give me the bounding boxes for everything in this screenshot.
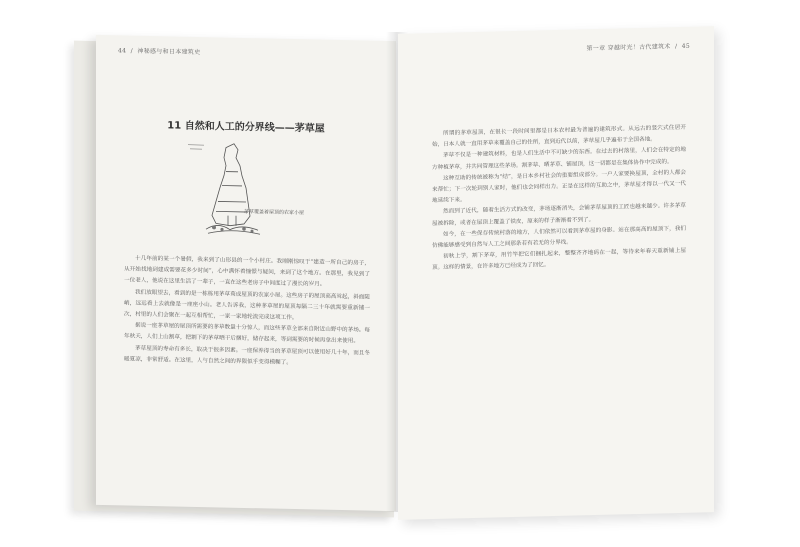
paragraph: 如今，在一些保存传统村落的地方，人们依然可以看到茅草屋的身影。站在那高高的屋顶下，我们仿佛能够感受到自然与人工之间那条若有若无的分界线。 [432, 225, 686, 250]
paragraph: 我们放眼望去，看到的是一栋栋用茅草葺成屋顶的农家小屋。这些房子的屋顶高高耸起，斜面陡峭，远远看上去就像是一座座小山。老人告诉我，这种茅草屋的屋顶每隔二三十年就需要重新铺一次，村里的人们会聚在一起互相帮忙，一家一家地轮流完成这项工作。 [124, 289, 370, 322]
right-page [398, 26, 714, 520]
right-page-number: 45 [681, 42, 690, 50]
right-running-head-text: 第一章 穿越时光！古代建筑术 [586, 43, 671, 53]
left-running-head-text: 神秘感与和日本建筑史 [137, 47, 201, 57]
left-page-number: 44 [118, 47, 127, 55]
right-body-text [432, 123, 686, 275]
left-body-text [124, 253, 370, 370]
paragraph: 所谓的茅草屋顶，在很长一段时间里都是日本农村最为普遍的建筑形式。从远古的竖穴式住居开始，日本人就一直用茅草来覆盖自己的住所，直到近代以前，茅草屋几乎遍布于全国各地。 [432, 124, 686, 149]
paragraph: 然而到了近代，随着生活方式的改变，茅场逐渐消失，会铺茅草屋顶的工匠也越来越少。许多茅草屋被拆除，或者在屋顶上覆盖了铁皮，原来的样子渐渐看不到了。 [432, 203, 686, 227]
left-page [96, 35, 396, 511]
paragraph: 这种互助的传统被称为“结”，是日本乡村社会的重要组成部分。一户人家要换屋顶，全村的人都会来帮忙；下一次轮到别人家时，他们也会同样出力。正是在这样的互助之中，茅草屋才得以一代又一代地延续下来。 [432, 169, 686, 205]
paragraph: 初秋上学，割下茅草，用竹竿把它们捆扎起来，整整齐齐地码在一起，等待来年春天重新铺上屋顶。这样的情景，在许多地方已经成为了回忆。 [432, 248, 686, 272]
paragraph: 茅草不仅是一种建筑材料，也是人们生活中不可缺少的东西。在过去的村落里，人们会在特定的地方种植茅草，并共同管理这些茅场。割茅草、晒茅草、铺屋顶，这一切都是在集体协作中完成的。 [432, 147, 686, 171]
paragraph: 十几年前的某一个暑假，我来到了山形县的一个小村庄。我刚刚惊叹于“建造一所自己的房子，从开始找地到建成需要花多少时间”，心中满怀着憧憬与疑问，来到了这个地方。在那里，我见到了一位老人，他说在这里生活了一辈子，一直在这些老房子中间度过了漫长的岁月。 [124, 255, 370, 289]
left-running-head: 44 / 神秘感与和日本建筑史 [118, 47, 201, 57]
paragraph: 茅草屋顶的寿命有多长，取决于很多因素。一座保养得当的茅草屋顶可以使用好几十年，而且冬暖夏凉，非常舒适。在这里，人与自然之间的界限似乎变得模糊了。 [124, 345, 370, 366]
thatched-hut-illustration [178, 141, 288, 243]
right-running-head: 第一章 穿越时光！古代建筑术 / 45 [586, 42, 690, 53]
chapter-title: 11 自然和人工的分界线——茅草屋 [167, 120, 325, 135]
paragraph: 据说一座茅草屋的屋顶所需要的茅草数量十分惊人，而这些茅草全部来自附近山野中的茅场。每年秋天，人们上山割草，把割下的茅草晒干后捆好，储存起来，等到需要的时候再拿出来使用。 [124, 322, 370, 345]
illustration-caption: 茅草覆盖着屋顶的农家小屋 [244, 208, 305, 217]
